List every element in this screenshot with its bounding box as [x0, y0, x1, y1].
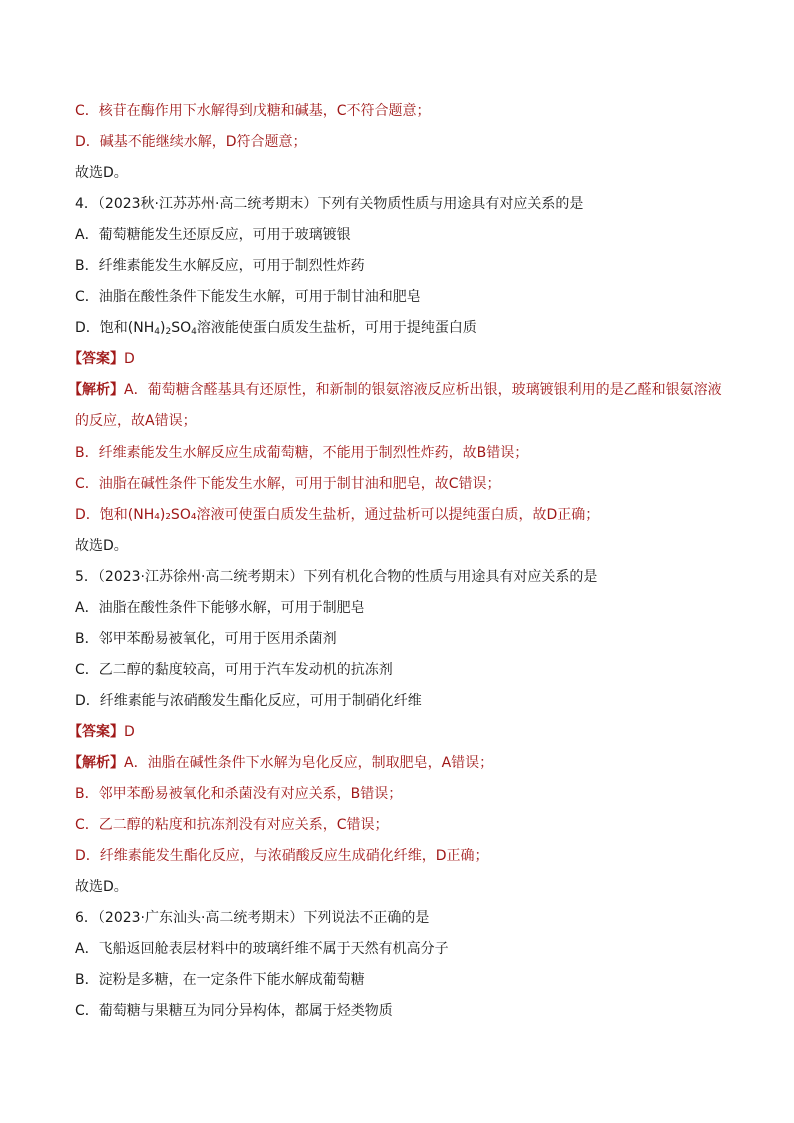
- q5-analysis-d: D．纤维素能发生酯化反应，与浓硝酸反应生成硝化纤维，D正确；: [75, 848, 489, 864]
- answer-value: D: [124, 724, 135, 740]
- q5-option-c: C．乙二醇的黏度较高，可用于汽车发动机的抗冻剂: [75, 662, 393, 678]
- analysis-text: A．葡萄糖含醛基具有还原性，和新制的银氨溶液反应析出银，玻璃镀银利用的是乙醛和银氨溶液: [124, 382, 722, 398]
- q5-analysis-c: C．乙二醇的粘度和抗冻剂没有对应关系，C错误；: [75, 817, 389, 833]
- q4-stem: 4．（2023秋·江苏苏州·高二统考期末）下列有关物质性质与用途具有对应关系的是: [75, 196, 584, 212]
- q4-analysis-line2: 的反应，故A错误；: [75, 413, 197, 429]
- q5-stem: 5．（2023·江苏徐州·高二统考期末）下列有机化合物的性质与用途具有对应关系的是: [75, 569, 598, 585]
- q4-option-d-suffix: 溶液能使蛋白质发生盐析，可用于提纯蛋白质: [196, 320, 477, 336]
- q4-analysis-d: D．饱和(NH₄)₂SO₄溶液可使蛋白质发生盐析，通过盐析可以提纯蛋白质，故D正确；: [75, 507, 600, 523]
- q5-analysis-line1: [68, 753, 728, 773]
- answer-value: D: [124, 351, 135, 367]
- q4-formula-part-c: SO: [171, 320, 192, 336]
- q4-analysis-c: C．油脂在碱性条件下能发生水解，可用于制甘油和肥皂，故C错误；: [75, 476, 501, 492]
- q4-analysis-b: B．纤维素能发生水解反应生成葡萄糖，不能用于制烈性炸药，故B错误；: [75, 445, 529, 461]
- prev-conclusion: 故选D。: [75, 165, 128, 181]
- q5-option-a: A．油脂在酸性条件下能够水解，可用于制肥皂: [75, 600, 365, 616]
- q6-stem: 6．（2023·广东汕头·高二统考期末）下列说法不正确的是: [75, 910, 430, 926]
- q4-option-d-prefix: D．饱和: [75, 320, 128, 336]
- q5-answer: [68, 722, 728, 742]
- q4-formula-part-b: ): [159, 320, 166, 336]
- prev-analysis-d: D．碱基不能继续水解，D符合题意；: [75, 134, 307, 150]
- analysis-tag: 【解析】: [68, 755, 124, 771]
- q4-formula-sub2: 2: [165, 327, 172, 337]
- answer-tag: 【答案】: [68, 351, 124, 367]
- q4-formula-part-a: (NH: [127, 320, 155, 336]
- q5-conclusion: 故选D。: [75, 879, 128, 895]
- q5-analysis-b: B．邻甲苯酚易被氧化和杀菌没有对应关系，B错误；: [75, 786, 403, 802]
- q6-option-b: B．淀粉是多糖，在一定条件下能水解成葡萄糖: [75, 972, 365, 988]
- q6-option-a: A．飞船返回舱表层材料中的玻璃纤维不属于天然有机高分子: [75, 941, 449, 957]
- q5-option-b: B．邻甲苯酚易被氧化，可用于医用杀菌剂: [75, 631, 337, 647]
- q4-analysis-line1: [68, 380, 728, 400]
- q4-option-d: [75, 318, 735, 342]
- q4-answer: [68, 349, 728, 369]
- q4-formula-sub1: 4: [154, 327, 160, 337]
- q4-formula-sub3: 4: [191, 327, 197, 337]
- q4-option-a: A．葡萄糖能发生还原反应，可用于玻璃镀银: [75, 227, 351, 243]
- analysis-tag: 【解析】: [68, 382, 124, 398]
- answer-tag: 【答案】: [68, 724, 124, 740]
- prev-analysis-c: C．核苷在酶作用下水解得到戊糖和碱基，C不符合题意；: [75, 103, 431, 119]
- q5-option-d: D．纤维素能与浓硝酸发生酯化反应，可用于制硝化纤维: [75, 693, 422, 709]
- q6-option-c: C．葡萄糖与果糖互为同分异构体，都属于烃类物质: [75, 1003, 393, 1019]
- q4-option-c: C．油脂在酸性条件下能发生水解，可用于制甘油和肥皂: [75, 289, 421, 305]
- q4-conclusion: 故选D。: [75, 538, 128, 554]
- analysis-text: A．油脂在碱性条件下水解为皂化反应，制取肥皂，A错误；: [124, 755, 494, 771]
- q4-option-b: B．纤维素能发生水解反应，可用于制烈性炸药: [75, 258, 365, 274]
